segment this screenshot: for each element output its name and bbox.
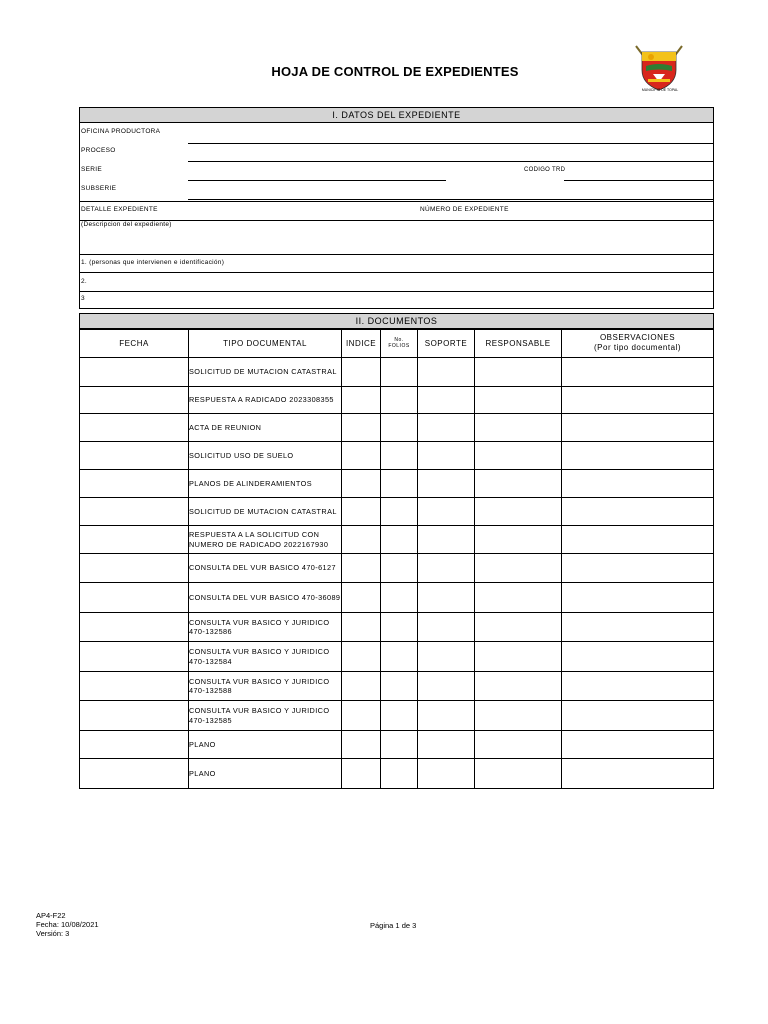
folios-cell[interactable] <box>381 498 418 526</box>
serie-label: SERIE <box>81 166 103 173</box>
fecha-cell[interactable] <box>80 387 189 414</box>
folios-cell[interactable] <box>381 701 418 731</box>
soporte-cell[interactable] <box>418 759 475 789</box>
table-row <box>80 701 714 731</box>
persona-1-row[interactable] <box>80 254 713 273</box>
observaciones-cell[interactable] <box>562 442 714 470</box>
fecha-cell[interactable] <box>80 701 189 731</box>
footer-fecha: Fecha: 10/08/2021 <box>36 920 99 929</box>
folios-cell[interactable] <box>381 759 418 789</box>
soporte-cell[interactable] <box>418 672 475 701</box>
fecha-cell[interactable] <box>80 498 189 526</box>
table-row <box>80 731 714 759</box>
footer-code: AP4-F22 <box>36 911 66 920</box>
tipo-documental-cell: PLANOS DE ALINDERAMIENTOS <box>189 470 342 498</box>
indice-cell[interactable] <box>342 759 381 789</box>
indice-cell[interactable] <box>342 583 381 613</box>
fecha-cell[interactable] <box>80 470 189 498</box>
indice-cell[interactable] <box>342 358 381 387</box>
observaciones-cell[interactable] <box>562 701 714 731</box>
soporte-cell[interactable] <box>418 701 475 731</box>
tipo-documental-cell: CONSULTA DEL VUR BASICO 470-6127 <box>189 554 342 583</box>
tipo-documental-cell: SOLICITUD USO DE SUELO <box>189 442 342 470</box>
observaciones-cell[interactable] <box>562 583 714 613</box>
codigo-trd-label: CODIGO TRD <box>524 167 566 173</box>
fecha-cell[interactable] <box>80 759 189 789</box>
subserie-label: SUBSERIE <box>81 185 117 192</box>
folios-cell[interactable] <box>381 613 418 642</box>
col-observaciones-line2: (Por tipo documental) <box>594 343 681 352</box>
indice-cell[interactable] <box>342 387 381 414</box>
datos-expediente-section <box>79 107 714 309</box>
soporte-cell[interactable] <box>418 498 475 526</box>
col-responsable: RESPONSABLE <box>475 329 562 358</box>
indice-cell[interactable] <box>342 526 381 554</box>
responsable-cell[interactable] <box>475 442 562 470</box>
soporte-cell[interactable] <box>418 642 475 672</box>
col-fecha: FECHA <box>80 329 189 358</box>
soporte-cell[interactable] <box>418 414 475 442</box>
footer-meta <box>36 911 99 938</box>
indice-cell[interactable] <box>342 701 381 731</box>
col-observaciones <box>562 329 714 358</box>
table-row <box>80 470 714 498</box>
folios-cell[interactable] <box>381 672 418 701</box>
detalle-row <box>80 201 713 221</box>
observaciones-cell[interactable] <box>562 387 714 414</box>
subserie-field[interactable] <box>188 199 713 200</box>
oficina-productora-label: OFICINA PRODUCTORA <box>81 128 161 135</box>
indice-cell[interactable] <box>342 672 381 701</box>
col-indice: INDICE <box>342 329 381 358</box>
fecha-cell[interactable] <box>80 583 189 613</box>
section1-heading: I. DATOS DEL EXPEDIENTE <box>80 108 713 123</box>
observaciones-cell[interactable] <box>562 554 714 583</box>
observaciones-cell[interactable] <box>562 358 714 387</box>
fecha-cell[interactable] <box>80 642 189 672</box>
responsable-cell[interactable] <box>475 701 562 731</box>
responsable-cell[interactable] <box>475 731 562 759</box>
col-tipo-documental: TIPO DOCUMENTAL <box>189 329 342 358</box>
indice-cell[interactable] <box>342 554 381 583</box>
tipo-documental-cell: CONSULTA DEL VUR BASICO 470-36089 <box>189 583 342 613</box>
fecha-cell[interactable] <box>80 613 189 642</box>
indice-cell[interactable] <box>342 731 381 759</box>
tipo-documental-cell: RESPUESTA A RADICADO 2023308355 <box>189 387 342 414</box>
tipo-documental-cell: CONSULTA VUR BASICO Y JURIDICO 470-132588 <box>189 672 342 701</box>
persona-2-row[interactable] <box>80 272 713 292</box>
table-row <box>80 672 714 701</box>
oficina-productora-field[interactable] <box>188 143 713 144</box>
table-row <box>80 526 714 554</box>
folios-cell[interactable] <box>381 526 418 554</box>
folios-cell[interactable] <box>381 358 418 387</box>
table-row <box>80 414 714 442</box>
persona-3-row[interactable] <box>80 291 713 308</box>
col-folios <box>381 329 418 358</box>
responsable-cell[interactable] <box>475 470 562 498</box>
observaciones-cell[interactable] <box>562 759 714 789</box>
table-row <box>80 498 714 526</box>
soporte-cell[interactable] <box>418 613 475 642</box>
numero-expediente-label: NÚMERO DE EXPEDIENTE <box>420 206 509 213</box>
folios-cell[interactable] <box>381 731 418 759</box>
col-folios-line2: FOLIOS <box>388 343 410 349</box>
tipo-documental-cell: SOLICITUD DE MUTACION CATASTRAL <box>189 498 342 526</box>
observaciones-cell[interactable] <box>562 498 714 526</box>
soporte-cell[interactable] <box>418 731 475 759</box>
responsable-cell[interactable] <box>475 387 562 414</box>
documentos-table <box>79 328 714 789</box>
folios-cell[interactable] <box>381 470 418 498</box>
col-soporte: SOPORTE <box>418 329 475 358</box>
table-row <box>80 642 714 672</box>
soporte-cell[interactable] <box>418 526 475 554</box>
table-row <box>80 613 714 642</box>
proceso-label: PROCESO <box>81 147 116 154</box>
folios-cell[interactable] <box>381 387 418 414</box>
indice-cell[interactable] <box>342 414 381 442</box>
tipo-documental-cell: RESPUESTA A LA SOLICITUD CON NUMERO DE RADICADO 2022167930 <box>189 526 342 554</box>
fecha-cell[interactable] <box>80 731 189 759</box>
descripcion-label: (Descripcion del expediente) <box>81 221 172 228</box>
tipo-documental-cell: CONSULTA VUR BASICO Y JURIDICO 470-132585 <box>189 701 342 731</box>
document-title: HOJA DE CONTROL DE EXPEDIENTES <box>271 64 519 79</box>
responsable-cell[interactable] <box>475 526 562 554</box>
col-observaciones-line1: OBSERVACIONES <box>599 333 676 342</box>
fecha-cell[interactable] <box>80 358 189 387</box>
responsable-cell[interactable] <box>475 358 562 387</box>
table-header-row <box>80 329 714 358</box>
persona-3-label: 3 <box>81 295 85 302</box>
tipo-documental-cell: ACTA DE REUNION <box>189 414 342 442</box>
fecha-cell[interactable] <box>80 554 189 583</box>
indice-cell[interactable] <box>342 442 381 470</box>
observaciones-cell[interactable] <box>562 672 714 701</box>
indice-cell[interactable] <box>342 613 381 642</box>
table-row <box>80 387 714 414</box>
codigo-trd-field[interactable] <box>564 180 713 181</box>
fecha-cell[interactable] <box>80 414 189 442</box>
responsable-cell[interactable] <box>475 554 562 583</box>
observaciones-cell[interactable] <box>562 731 714 759</box>
fecha-cell[interactable] <box>80 672 189 701</box>
responsable-cell[interactable] <box>475 759 562 789</box>
soporte-cell[interactable] <box>418 358 475 387</box>
observaciones-cell[interactable] <box>562 613 714 642</box>
observaciones-cell[interactable] <box>562 642 714 672</box>
table-row <box>80 554 714 583</box>
coat-of-arms-logo <box>632 44 686 94</box>
tipo-documental-cell: SOLICITUD DE MUTACION CATASTRAL <box>189 358 342 387</box>
soporte-cell[interactable] <box>418 387 475 414</box>
tipo-documental-cell: CONSULTA VUR BASICO Y JURIDICO 470-132586 <box>189 613 342 642</box>
folios-cell[interactable] <box>381 442 418 470</box>
responsable-cell[interactable] <box>475 583 562 613</box>
tipo-documental-cell: PLANO <box>189 759 342 789</box>
persona-2-label: 2. <box>81 278 88 285</box>
detalle-expediente-label: DETALLE EXPEDIENTE <box>81 206 158 213</box>
persona-1-label: 1. (personas que intervienen e identificación) <box>81 259 225 266</box>
observaciones-cell[interactable] <box>562 526 714 554</box>
col-folios-line1: No. <box>394 337 404 343</box>
folios-cell[interactable] <box>381 642 418 672</box>
table-row <box>80 759 714 789</box>
responsable-cell[interactable] <box>475 498 562 526</box>
section2-heading: II. DOCUMENTOS <box>80 314 713 330</box>
soporte-cell[interactable] <box>418 442 475 470</box>
indice-cell[interactable] <box>342 470 381 498</box>
folios-cell[interactable] <box>381 554 418 583</box>
indice-cell[interactable] <box>342 642 381 672</box>
tipo-documental-cell: CONSULTA VUR BASICO Y JURIDICO 470-132584 <box>189 642 342 672</box>
folios-cell[interactable] <box>381 414 418 442</box>
responsable-cell[interactable] <box>475 613 562 642</box>
indice-cell[interactable] <box>342 498 381 526</box>
footer-version: Versión: 3 <box>36 929 70 938</box>
table-row <box>80 442 714 470</box>
folios-cell[interactable] <box>381 583 418 613</box>
soporte-cell[interactable] <box>418 470 475 498</box>
footer-page-number: Página 1 de 3 <box>370 921 417 930</box>
responsable-cell[interactable] <box>475 672 562 701</box>
responsable-cell[interactable] <box>475 642 562 672</box>
fecha-cell[interactable] <box>80 442 189 470</box>
table-row <box>80 358 714 387</box>
serie-field[interactable] <box>188 180 446 181</box>
observaciones-cell[interactable] <box>562 414 714 442</box>
responsable-cell[interactable] <box>475 414 562 442</box>
fecha-cell[interactable] <box>80 526 189 554</box>
soporte-cell[interactable] <box>418 554 475 583</box>
logo-caption: MUNICIPIO DE TOPAL <box>641 88 679 92</box>
tipo-documental-cell: PLANO <box>189 731 342 759</box>
observaciones-cell[interactable] <box>562 470 714 498</box>
descripcion-row[interactable] <box>80 219 713 255</box>
soporte-cell[interactable] <box>418 583 475 613</box>
proceso-field[interactable] <box>188 161 713 162</box>
table-row <box>80 583 714 613</box>
